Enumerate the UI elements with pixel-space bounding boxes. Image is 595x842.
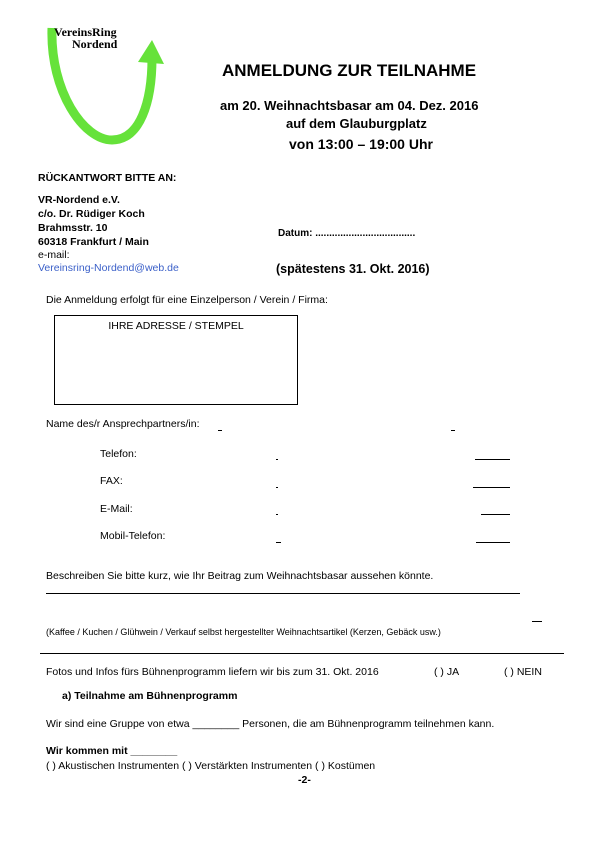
phone-field[interactable]: [475, 459, 510, 460]
coming-with-text[interactable]: Wir kommen mit ________: [46, 745, 178, 757]
instruments-options[interactable]: ( ) Akustischen Instrumenten ( ) Verstärkten Instrumenten ( ) Kostümen: [46, 760, 376, 772]
reply-care-of: c/o. Dr. Rüdiger Koch: [38, 208, 145, 220]
time-line: von 13:00 – 19:00 Uhr: [289, 136, 433, 152]
logo-line2: Nordend: [72, 37, 118, 51]
reply-email-label: e-mail:: [38, 249, 70, 261]
deadline-text: (spätestens 31. Okt. 2016): [276, 262, 430, 276]
date-field[interactable]: Datum: ....................................: [278, 228, 416, 239]
reply-heading: RÜCKANTWORT BITTE AN:: [38, 172, 177, 184]
photos-no-option[interactable]: ( ) NEIN: [504, 666, 542, 678]
email-field[interactable]: [481, 514, 510, 515]
mobile-label: Mobil-Telefon:: [100, 530, 166, 542]
stamp-label: IHRE ADRESSE / STEMPEL: [108, 320, 244, 332]
describe-line-1[interactable]: [46, 593, 520, 594]
group-size-text[interactable]: Wir sind eine Gruppe von etwa ________ Personen, die am Bühnenprogramm teilnehmen kann.: [46, 718, 495, 730]
fax-field-mark: [276, 487, 278, 488]
fax-label: FAX:: [100, 475, 123, 487]
describe-line-3[interactable]: [40, 653, 564, 654]
reply-org: VR-Nordend e.V.: [38, 194, 120, 206]
logo-line1: VereinsRing: [54, 25, 117, 39]
email-field-mark: [276, 514, 278, 515]
photos-yes-option[interactable]: ( ) JA: [434, 666, 460, 678]
phone-field-mark: [276, 459, 278, 460]
email-label: E-Mail:: [100, 503, 133, 515]
contact-field-start: [218, 430, 222, 431]
registration-intro: Die Anmeldung erfolgt für eine Einzelperson / Verein / Firma:: [46, 294, 328, 306]
page-number: -2-: [298, 774, 311, 786]
examples-text: (Kaffee / Kuchen / Glühwein / Verkauf selbst hergestellter Weihnachtsartikel (Kerzen, Gebäck usw.): [46, 627, 441, 637]
mobile-field[interactable]: [476, 542, 510, 543]
fax-field[interactable]: [473, 487, 510, 488]
describe-line-2[interactable]: [532, 621, 542, 622]
address-stamp-box[interactable]: [54, 315, 298, 405]
contact-field-end[interactable]: [451, 430, 455, 431]
photos-text: Fotos und Infos fürs Bühnenprogramm liefern wir bis zum 31. Okt. 2016: [46, 666, 379, 678]
mobile-field-mark: [276, 542, 281, 543]
reply-city: 60318 Frankfurt / Main: [38, 236, 149, 248]
phone-label: Telefon:: [100, 448, 137, 460]
vereinsring-logo: [44, 22, 164, 147]
contact-label: Name des/r Ansprechpartners/in:: [46, 418, 200, 430]
location-line: auf dem Glauburgplatz: [286, 116, 427, 131]
describe-prompt: Beschreiben Sie bitte kurz, wie Ihr Beitrag zum Weihnachtsbasar aussehen könnte.: [46, 570, 434, 582]
reply-email-link[interactable]: Vereinsring-Nordend@web.de: [38, 262, 179, 274]
page-title: ANMELDUNG ZUR TEILNAHME: [222, 61, 477, 80]
event-line: am 20. Weihnachtsbasar am 04. Dez. 2016: [220, 98, 479, 113]
section-a-heading: a) Teilnahme am Bühnenprogramm: [62, 690, 238, 702]
reply-street: Brahmsstr. 10: [38, 222, 108, 234]
